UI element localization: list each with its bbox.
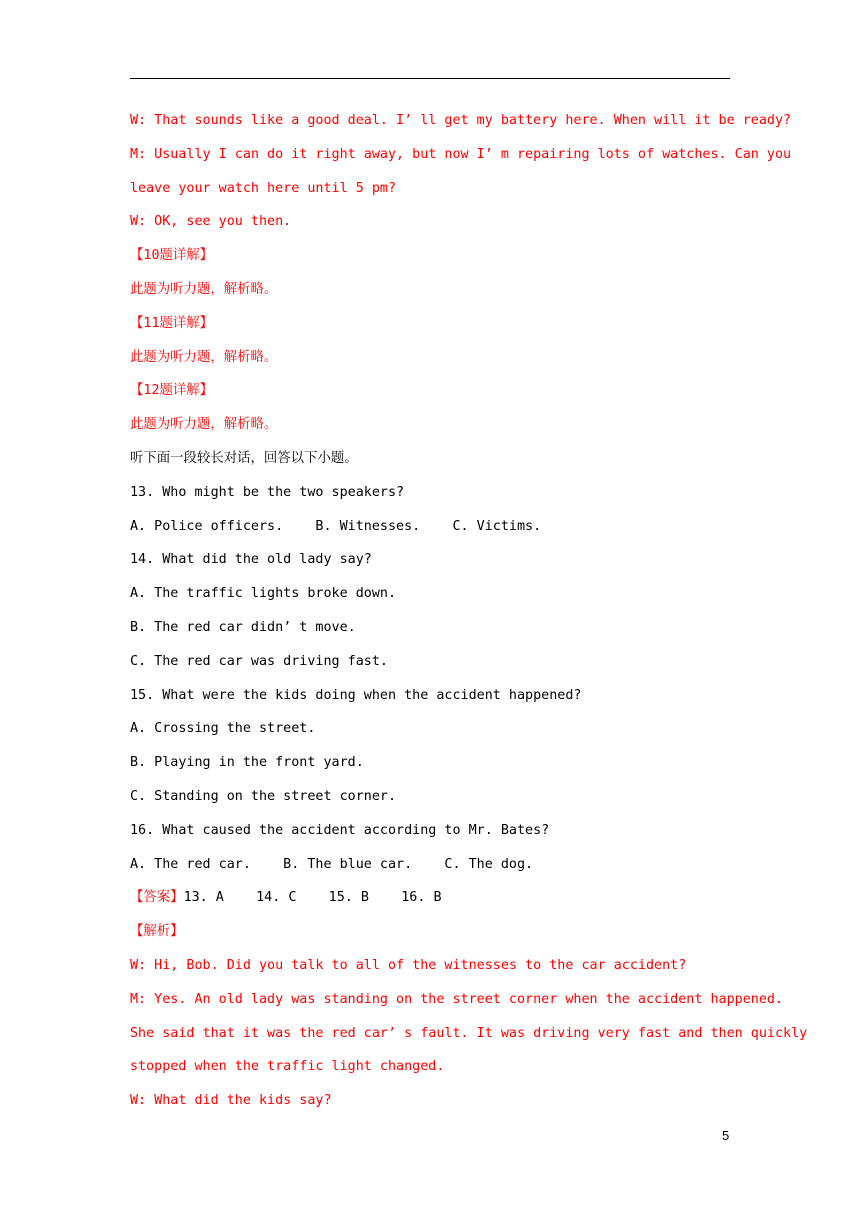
explanation-text: 此题为听力题，解析略。 [130, 417, 278, 433]
question-14-option-c: C. The red car was driving fast. [130, 653, 388, 669]
question-16-options: A. The red car. B. The blue car. C. The dog. [130, 856, 534, 872]
explanation-heading: 【11题详解】 [130, 315, 214, 331]
dialogue-line: W: OK, see you then. [130, 214, 292, 230]
explanation-text: 此题为听力题，解析略。 [130, 349, 278, 365]
question-14-option-a: A. The traffic lights broke down. [130, 586, 397, 602]
header-rule [130, 78, 730, 79]
question-14-option-b: B. The red car didn’ t move. [130, 619, 356, 635]
explanation-text: 此题为听力题，解析略。 [130, 281, 278, 297]
dialogue-line: W: What did the kids say? [130, 1093, 332, 1109]
answer-line [130, 885, 735, 919]
question-13: 13. Who might be the two speakers? [130, 484, 405, 500]
dialogue-line: W: Hi, Bob. Did you talk to all of the witnesses to the car accident? [130, 957, 687, 973]
dialogue-line: She said that it was the red car’ s fault. It was driving very fast and then quickly [130, 1025, 808, 1041]
question-15-option-a: A. Crossing the street. [130, 721, 316, 737]
explanation-heading: 【10题详解】 [130, 248, 214, 264]
page-number: 5 [722, 1128, 730, 1143]
dialogue-line: W: That sounds like a good deal. I’ ll get my battery here. When will it be ready? [130, 113, 792, 128]
question-15-option-c: C. Standing on the street corner. [130, 788, 397, 804]
dialogue-line: M: Usually I can do it right away, but now I’ m repairing lots of watches. Can you [130, 146, 792, 162]
answer-label: 【答案】 [130, 890, 184, 906]
question-15-option-b: B. Playing in the front yard. [130, 755, 364, 771]
question-13-options: A. Police officers. B. Witnesses. C. Victims. [130, 518, 542, 534]
answer-values: 13. A 14. C 15. B 16. B [183, 890, 442, 906]
question-14: 14. What did the old lady say? [130, 552, 372, 568]
section-instruction: 听下面一段较长对话，回答以下小题。 [130, 450, 358, 466]
explanation-heading: 【12题详解】 [130, 383, 214, 399]
question-16: 16. What caused the accident according to Mr. Bates? [130, 822, 550, 838]
question-15: 15. What were the kids doing when the accident happened? [130, 687, 582, 703]
analysis-heading: 【解析】 [130, 924, 184, 940]
dialogue-line: stopped when the traffic light changed. [130, 1059, 445, 1075]
dialogue-line: M: Yes. An old lady was standing on the street corner when the accident happened. [130, 991, 784, 1007]
document-body [130, 108, 808, 1122]
dialogue-line: leave your watch here until 5 pm? [130, 180, 397, 196]
